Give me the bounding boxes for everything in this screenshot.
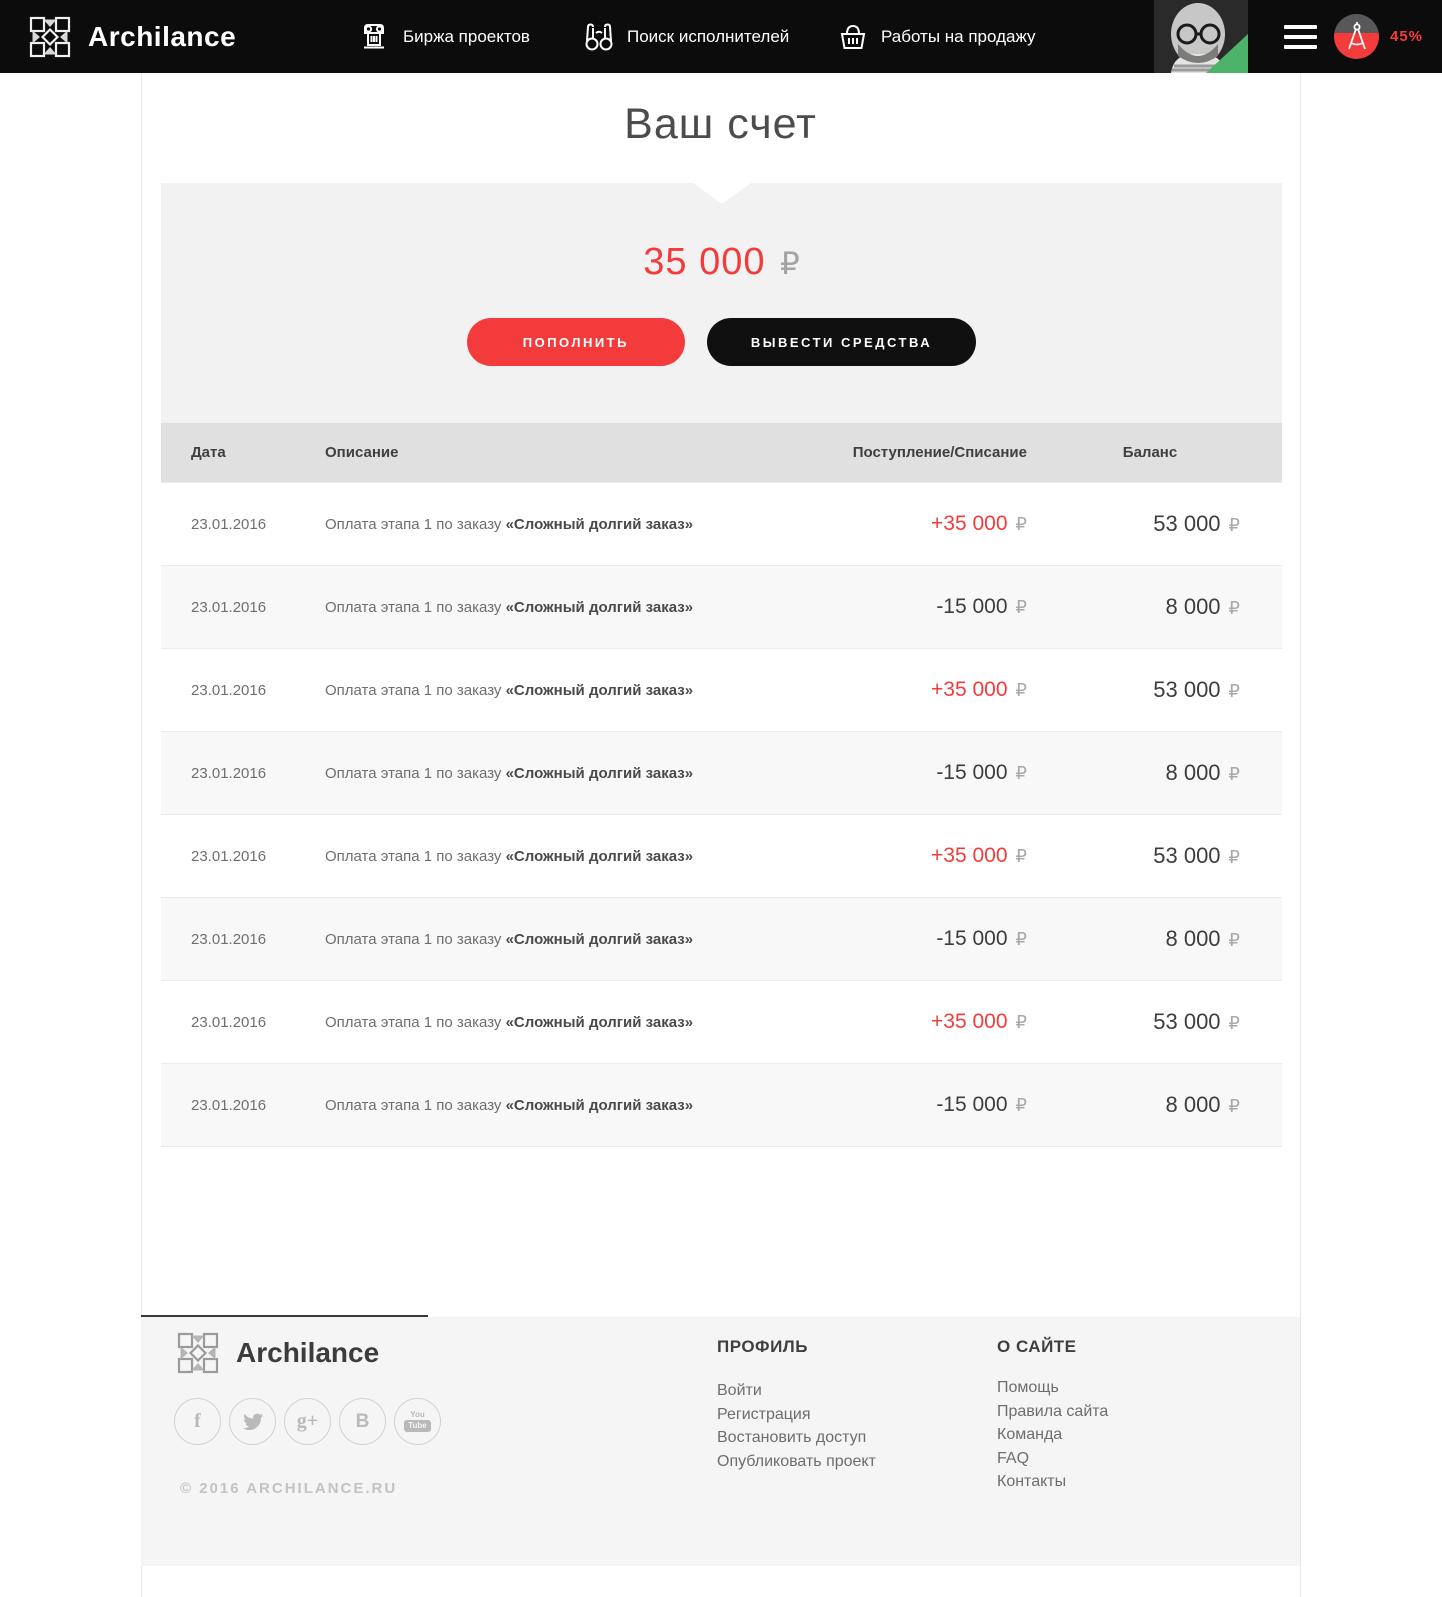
- transactions-table: [161, 423, 1282, 1147]
- topup-button[interactable]: ПОПОЛНИТЬ: [467, 318, 685, 366]
- binoculars-icon: [584, 21, 614, 53]
- row-desc-prefix: Оплата этапа 1 по заказу: [325, 515, 502, 533]
- social-links: [174, 1398, 441, 1445]
- row-balance: [1060, 1009, 1240, 1035]
- table-row[interactable]: [161, 897, 1282, 980]
- avatar-photo: [1154, 0, 1248, 73]
- row-balance: [1060, 760, 1240, 786]
- row-desc-order: «Сложный долгий заказ»: [505, 681, 694, 699]
- youtube-button[interactable]: [394, 1398, 441, 1445]
- ruble-sign: ₽: [1015, 1095, 1027, 1115]
- footer-link-publish-project[interactable]: Опубликовать проект: [717, 1452, 876, 1470]
- nav-item-works-for-sale[interactable]: [838, 0, 1036, 73]
- footer-link-team[interactable]: Команда: [997, 1426, 1063, 1443]
- row-balance: [1060, 926, 1240, 952]
- twitter-button[interactable]: [229, 1398, 276, 1445]
- row-date: 23.01.2016: [191, 681, 267, 699]
- row-desc-prefix: Оплата этапа 1 по заказу: [325, 764, 502, 782]
- row-amount-value: +35 000: [931, 678, 1008, 701]
- row-desc-prefix: Оплата этапа 1 по заказу: [325, 1013, 502, 1031]
- row-date: 23.01.2016: [191, 847, 267, 865]
- ruble-sign: ₽: [1228, 681, 1240, 701]
- nav-item-projects-exchange[interactable]: [358, 0, 530, 73]
- ruble-sign: ₽: [1015, 597, 1027, 617]
- row-balance: [1060, 511, 1240, 537]
- footer-link-restore-access[interactable]: Востановить доступ: [717, 1429, 867, 1446]
- row-amount-value: -15 000: [936, 761, 1008, 784]
- row-desc-order: «Сложный долгий заказ»: [505, 764, 694, 782]
- table-row[interactable]: [161, 482, 1282, 565]
- col-header-balance: Баланс: [1122, 444, 1178, 461]
- nav-item-find-performers[interactable]: [584, 0, 789, 73]
- row-desc-order: «Сложный долгий заказ»: [505, 1096, 694, 1114]
- compass-icon: [1346, 22, 1368, 52]
- footer-link-rules[interactable]: Правила сайта: [997, 1402, 1109, 1420]
- row-balance-value: 8 000: [1165, 760, 1221, 785]
- table-row[interactable]: [161, 648, 1282, 731]
- footer-link-login[interactable]: Войти: [717, 1382, 762, 1399]
- row-amount: [787, 1010, 1027, 1034]
- ruble-sign: ₽: [1015, 680, 1027, 700]
- menu-icon[interactable]: [1284, 25, 1317, 49]
- ruble-sign: ₽: [1228, 1013, 1240, 1033]
- row-amount-value: -15 000: [936, 927, 1008, 950]
- row-desc-prefix: Оплата этапа 1 по заказу: [325, 847, 502, 865]
- footer-column-title: О САЙТЕ: [997, 1337, 1077, 1356]
- col-header-date: Дата: [191, 444, 226, 461]
- row-balance-value: 53 000: [1153, 677, 1221, 702]
- row-balance-value: 53 000: [1153, 1009, 1221, 1034]
- row-desc-order: «Сложный долгий заказ»: [505, 930, 694, 948]
- row-date: 23.01.2016: [191, 598, 267, 616]
- footer-brand[interactable]: [176, 1331, 379, 1375]
- row-amount-value: -15 000: [936, 1093, 1008, 1116]
- row-amount: [787, 678, 1027, 702]
- vk-icon: B: [355, 1410, 370, 1432]
- content-border-right: [1300, 73, 1301, 1597]
- row-amount: [787, 512, 1027, 536]
- nav-label: Работы на продажу: [881, 26, 1036, 46]
- row-amount-value: +35 000: [931, 1010, 1008, 1033]
- row-date: 23.01.2016: [191, 1013, 267, 1031]
- brand-logo[interactable]: [28, 0, 236, 73]
- row-balance-value: 53 000: [1153, 843, 1221, 868]
- withdraw-button[interactable]: ВЫВЕСТИ СРЕДСТВА: [707, 318, 976, 366]
- row-amount-value: +35 000: [931, 844, 1008, 867]
- row-amount: [787, 844, 1027, 868]
- ruble-sign: ₽: [1015, 1012, 1027, 1032]
- col-header-amount: Поступление/Списание: [852, 444, 1027, 461]
- footer-about-column: [997, 1337, 1108, 1494]
- vk-button[interactable]: [339, 1398, 386, 1445]
- row-desc-prefix: Оплата этапа 1 по заказу: [325, 681, 502, 699]
- profile-progress-badge[interactable]: [1334, 14, 1379, 59]
- row-balance-value: 8 000: [1165, 1092, 1221, 1117]
- row-desc-prefix: Оплата этапа 1 по заказу: [325, 1096, 502, 1114]
- balance-panel: [161, 183, 1282, 423]
- ruble-sign: ₽: [1015, 929, 1027, 949]
- ruble-sign: ₽: [1228, 847, 1240, 867]
- row-amount-value: -15 000: [936, 595, 1008, 618]
- row-balance: [1060, 594, 1240, 620]
- twitter-icon: [242, 1413, 264, 1431]
- row-amount: [787, 761, 1027, 785]
- row-amount: [787, 927, 1027, 951]
- ruble-sign: ₽: [1015, 763, 1027, 783]
- table-header-row: [161, 423, 1282, 482]
- table-row[interactable]: [161, 731, 1282, 814]
- brand-name: Archilance: [88, 20, 237, 52]
- youtube-icon: You Tube: [404, 1411, 431, 1432]
- archilance-logo-icon: [28, 15, 72, 59]
- basket-icon: [838, 22, 868, 52]
- row-balance: [1060, 843, 1240, 869]
- footer-link-contacts[interactable]: Контакты: [997, 1473, 1067, 1490]
- table-row[interactable]: [161, 1063, 1282, 1146]
- footer-column-title: ПРОФИЛЬ: [717, 1337, 808, 1356]
- ruble-sign: ₽: [1228, 1096, 1240, 1116]
- row-date: 23.01.2016: [191, 930, 267, 948]
- row-balance-value: 8 000: [1165, 594, 1221, 619]
- page-title: Ваш счет: [624, 100, 817, 148]
- row-desc-prefix: Оплата этапа 1 по заказу: [325, 930, 502, 948]
- footer-profile-column: [717, 1337, 876, 1473]
- google-plus-icon: g+: [296, 1410, 319, 1432]
- ruble-sign: ₽: [1015, 514, 1027, 534]
- footer-link-help[interactable]: Помощь: [997, 1379, 1059, 1396]
- user-avatar[interactable]: [1154, 0, 1248, 73]
- ruble-sign: ₽: [1228, 598, 1240, 618]
- footer-brand-name: Archilance: [236, 1337, 380, 1368]
- profile-progress-value: 45%: [1390, 28, 1424, 45]
- ruble-sign: ₽: [1228, 515, 1240, 535]
- copyright-text: © 2016 ARCHILANCE.RU: [180, 1480, 398, 1497]
- footer-link-faq[interactable]: FAQ: [997, 1449, 1030, 1467]
- row-amount: [787, 1093, 1027, 1117]
- table-row[interactable]: [161, 565, 1282, 648]
- facebook-button[interactable]: [174, 1398, 221, 1445]
- footer: [141, 1317, 1300, 1566]
- row-date: 23.01.2016: [191, 1096, 267, 1114]
- nav-label: Поиск исполнителей: [627, 26, 790, 46]
- archilance-logo-icon: [176, 1331, 220, 1375]
- nav-label: Биржа проектов: [403, 26, 530, 46]
- column-icon: [358, 21, 390, 53]
- facebook-icon: f: [194, 1410, 201, 1432]
- ruble-sign: ₽: [779, 246, 800, 281]
- ruble-sign: ₽: [1015, 846, 1027, 866]
- row-date: 23.01.2016: [191, 515, 267, 533]
- row-amount-value: +35 000: [931, 512, 1008, 535]
- account-balance: [161, 241, 1282, 284]
- row-balance-value: 53 000: [1153, 511, 1221, 536]
- row-balance: [1060, 677, 1240, 703]
- top-navbar: [0, 0, 1442, 73]
- row-desc-prefix: Оплата этапа 1 по заказу: [325, 598, 502, 616]
- row-desc-order: «Сложный долгий заказ»: [505, 847, 694, 865]
- table-body: [161, 482, 1282, 1146]
- table-row[interactable]: [161, 814, 1282, 897]
- row-date: 23.01.2016: [191, 764, 267, 782]
- ruble-sign: ₽: [1228, 930, 1240, 950]
- row-desc-order: «Сложный долгий заказ»: [505, 598, 694, 616]
- table-row[interactable]: [161, 980, 1282, 1063]
- row-amount: [787, 595, 1027, 619]
- footer-link-register[interactable]: Регистрация: [717, 1405, 811, 1423]
- balance-amount: 35 000: [643, 241, 766, 283]
- ruble-sign: ₽: [1228, 764, 1240, 784]
- row-balance: [1060, 1092, 1240, 1118]
- row-balance-value: 8 000: [1165, 926, 1221, 951]
- row-desc-order: «Сложный долгий заказ»: [505, 515, 694, 533]
- col-header-description: Описание: [325, 444, 399, 461]
- google-plus-button[interactable]: [284, 1398, 331, 1445]
- row-desc-order: «Сложный долгий заказ»: [505, 1013, 694, 1031]
